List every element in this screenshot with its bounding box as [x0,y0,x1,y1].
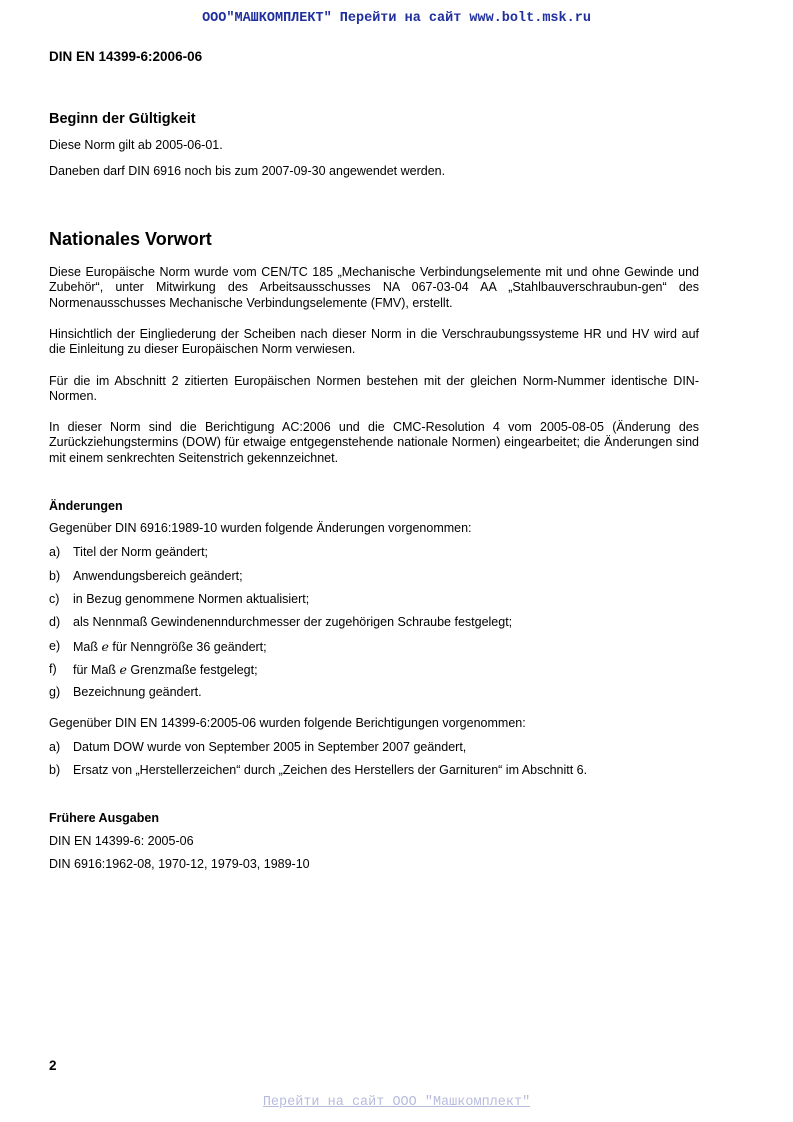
list-marker: g) [49,685,61,699]
list-text: in Bezug genommene Normen aktualisiert; [73,592,310,606]
list-text: Maß e für Nenngröße 36 geändert; [73,639,267,654]
list-text: Ersatz von „Herstellerzeichen“ durch „Zeichen des Herstellers der Garnituren“ im Abschnitt 6. [73,763,588,777]
foreword-heading: Nationales Vorwort [49,229,212,249]
changes-heading: Änderungen [49,499,123,513]
previous-edition-2: DIN 6916:1962-08, 1970-12, 1979-03, 1989-10 [49,857,310,871]
variable-e: e [119,662,127,677]
list-text: als Nennmaß Gewindenenndurchmesser der zugehörigen Schraube festgelegt; [73,615,513,629]
page-number: 2 [49,1058,57,1073]
list-marker: b) [49,763,61,777]
list-text: Anwendungsbereich geändert; [73,569,243,583]
list-marker: e) [49,639,61,653]
list-marker: f) [49,662,57,676]
list-marker: a) [49,545,61,559]
corrections-intro: Gegenüber DIN EN 14399-6:2005-06 wurden folgende Berichtigungen vorgenommen: [49,716,526,730]
list-text: Datum DOW wurde von September 2005 in September 2007 geändert, [73,740,467,754]
previous-edition-1: DIN EN 14399-6: 2005-06 [49,834,194,848]
list-marker: d) [49,615,61,629]
list-marker: a) [49,740,61,754]
document-id: DIN EN 14399-6:2006-06 [49,49,203,64]
top-banner-link[interactable]: ООО"МАШКОМПЛЕКТ" Перейти на сайт www.bolt.msk.ru [202,11,591,26]
validity-line-1: Diese Norm gilt ab 2005-06-01. [49,138,223,152]
list-text: für Maß e Grenzmaße festgelegt; [73,662,258,677]
validity-line-2: Daneben darf DIN 6916 noch bis zum 2007-09-30 angewendet werden. [49,164,446,178]
bottom-site-link[interactable]: Перейти на сайт ООО "Машкомплект" [262,1095,531,1110]
validity-heading: Beginn der Gültigkeit [49,111,196,127]
variable-e: e [101,639,109,654]
changes-intro: Gegenüber DIN 6916:1989-10 wurden folgende Änderungen vorgenommen: [49,521,472,535]
foreword-paragraph-3: Für die im Abschnitt 2 zitierten Europäischen Normen bestehen mit der gleichen Norm-Nummer identische DIN-Normen. [49,374,699,404]
foreword-paragraph-2: Hinsichtlich der Eingliederung der Scheiben nach dieser Norm in die Verschraubungssysteme HR und HV wird auf die Einleitung zu dieser Europäischen Norm verwiesen. [49,327,699,357]
list-text: Titel der Norm geändert; [73,545,209,559]
foreword-paragraph-1: Diese Europäische Norm wurde vom CEN/TC 185 „Mechanische Verbindungselemente mit und ohne Gewinde und Zubehör“, unter Mitwirkung des Arbeitsausschusses NA 067-03-04 AA „Stahlbauverschraubun-gen“ des Normenausschusses Mechanische Verbindungselemente (FMV), erstellt. [49,265,699,310]
previous-editions-heading: Frühere Ausgaben [49,811,159,825]
list-marker: c) [49,592,60,606]
list-marker: b) [49,569,61,583]
list-text: Bezeichnung geändert. [73,685,202,699]
foreword-paragraph-4: In dieser Norm sind die Berichtigung AC:2006 und die CMC-Resolution 4 vom 2005-08-05 (Änderung des Zurückziehungstermins (DOW) für etwaige entgegenstehende nationale Normen) eingearbeitet; die Änderungen sind mit einem senkrechten Seitenstrich gekennzeichnet. [49,420,699,465]
